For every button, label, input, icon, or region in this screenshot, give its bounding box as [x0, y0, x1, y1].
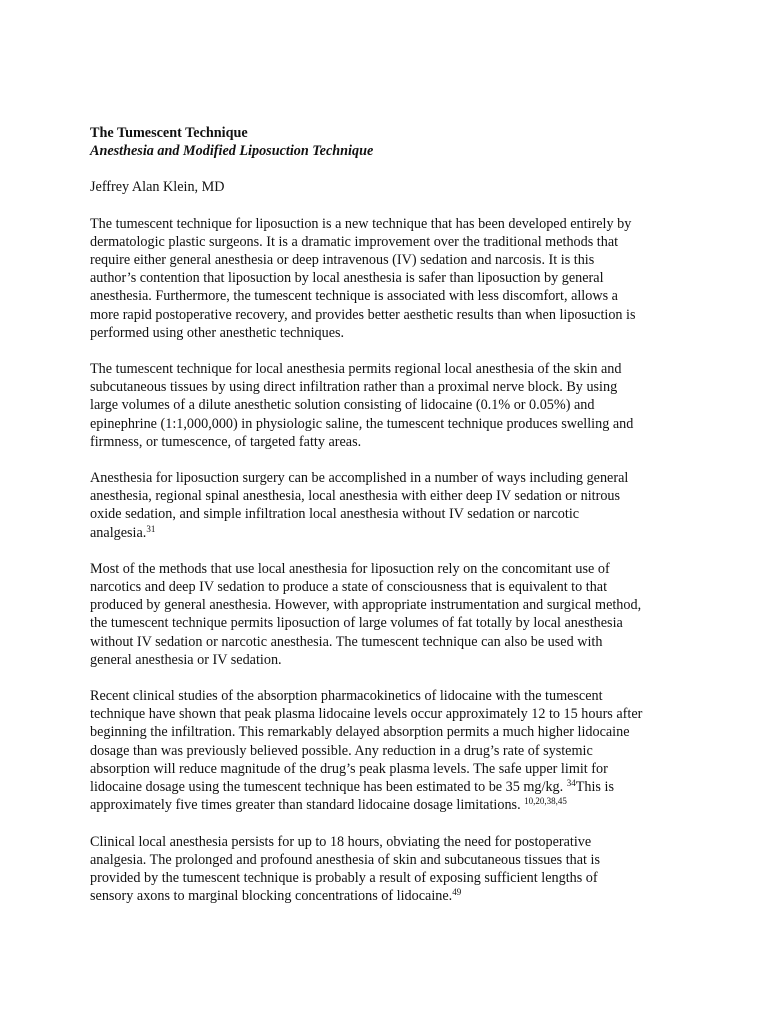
document-subtitle: Anesthesia and Modified Liposuction Technique [90, 143, 374, 160]
citation-superscript: 31 [146, 523, 156, 534]
text-line: performed using other anesthetic techniques. [90, 324, 345, 341]
text-line: technique have shown that peak plasma lidocaine levels occur approximately 12 to 15 hours after [90, 706, 643, 723]
line-text: analgesia. [90, 524, 147, 541]
paragraph-2 [90, 360, 680, 451]
text-line [90, 524, 680, 542]
text-line: general anesthesia or IV sedation. [90, 651, 282, 668]
text-line: more rapid postoperative recovery, and provides better aesthetic results than when liposuction is [90, 306, 636, 323]
text-line [90, 887, 680, 905]
citation-superscript: 34 [566, 778, 576, 789]
text-line: beginning the infiltration. This remarkably delayed absorption permits a much higher lidocaine [90, 724, 630, 741]
text-line: Clinical local anesthesia persists for up to 18 hours, obviating the need for postoperative [90, 833, 592, 850]
text-line: Anesthesia for liposuction surgery can be accomplished in a number of ways including general [90, 470, 629, 487]
text-line: subcutaneous tissues by using direct infiltration rather than a proximal nerve block. By using [90, 379, 618, 396]
paragraph-6 [90, 833, 680, 906]
citation-superscript: 10,20,38,45 [524, 796, 567, 807]
line-text: sensory axons to marginal blocking concentrations of lidocaine. [90, 888, 453, 905]
text-line: epinephrine (1:1,000,000) in physiologic saline, the tumescent technique produces swelling and [90, 415, 634, 432]
text-line: Most of the methods that use local anesthesia for liposuction rely on the concomitant use of [90, 560, 610, 577]
text-line: absorption will reduce magnitude of the drug’s peak plasma levels. The safe upper limit for [90, 760, 608, 777]
text-line: anesthesia, regional spinal anesthesia, local anesthesia with either deep IV sedation or nitrous [90, 488, 621, 505]
paragraph-4 [90, 560, 680, 669]
text-line: anesthesia. Furthermore, the tumescent technique is associated with less discomfort, allows a [90, 288, 618, 305]
paragraph-5 [90, 687, 680, 814]
line-text: lidocaine dosage using the tumescent technique has been estimated to be 35 mg/kg. [90, 779, 564, 796]
paragraph-1 [90, 215, 680, 342]
text-line: firmness, or tumescence, of targeted fatty areas. [90, 433, 362, 450]
document-title: The Tumescent Technique [90, 125, 248, 141]
paragraph-3 [90, 469, 680, 542]
line-text: This is [575, 779, 614, 796]
text-line [90, 796, 680, 814]
text-line: the tumescent technique permits liposuction of large volumes of fat totally by local anesthesia [90, 615, 623, 632]
text-line: The tumescent technique for liposuction is a new technique that has been developed entirely by [90, 215, 632, 232]
text-line: large volumes of a dilute anesthetic solution consisting of lidocaine (0.1% or 0.05%) and [90, 397, 595, 414]
author-name: Jeffrey Alan Klein, MD [90, 179, 225, 196]
text-line: provided by the tumescent technique is probably a result of exposing sufficient lengths of [90, 869, 598, 886]
text-line: require either general anesthesia or deep intravenous (IV) sedation and narcosis. It is this [90, 252, 595, 269]
text-line: The tumescent technique for local anesthesia permits regional local anesthesia of the skin and [90, 361, 622, 378]
text-line: without IV sedation or narcotic anesthesia. The tumescent technique can also be used with [90, 633, 603, 650]
document-page [90, 124, 680, 923]
text-line: oxide sedation, and simple infiltration local anesthesia without IV sedation or narcotic [90, 506, 580, 523]
text-line: Recent clinical studies of the absorption pharmacokinetics of lidocaine with the tumescent [90, 688, 603, 705]
text-line: author’s contention that liposuction by local anesthesia is safer than liposuction by general [90, 270, 604, 287]
text-line [90, 778, 680, 796]
text-line: produced by general anesthesia. However, with appropriate instrumentation and surgical method, [90, 597, 642, 614]
citation-superscript: 49 [452, 887, 462, 898]
text-line: analgesia. The prolonged and profound anesthesia of skin and subcutaneous tissues that is [90, 851, 600, 868]
text-line: dermatologic plastic surgeons. It is a dramatic improvement over the traditional methods that [90, 233, 619, 250]
text-line: narcotics and deep IV sedation to produce a state of consciousness that is equivalent to that [90, 579, 608, 596]
text-line: dosage than was previously believed possible. Any reduction in a drug’s rate of systemic [90, 742, 593, 759]
line-text: approximately five times greater than standard lidocaine dosage limitations. [90, 797, 521, 814]
